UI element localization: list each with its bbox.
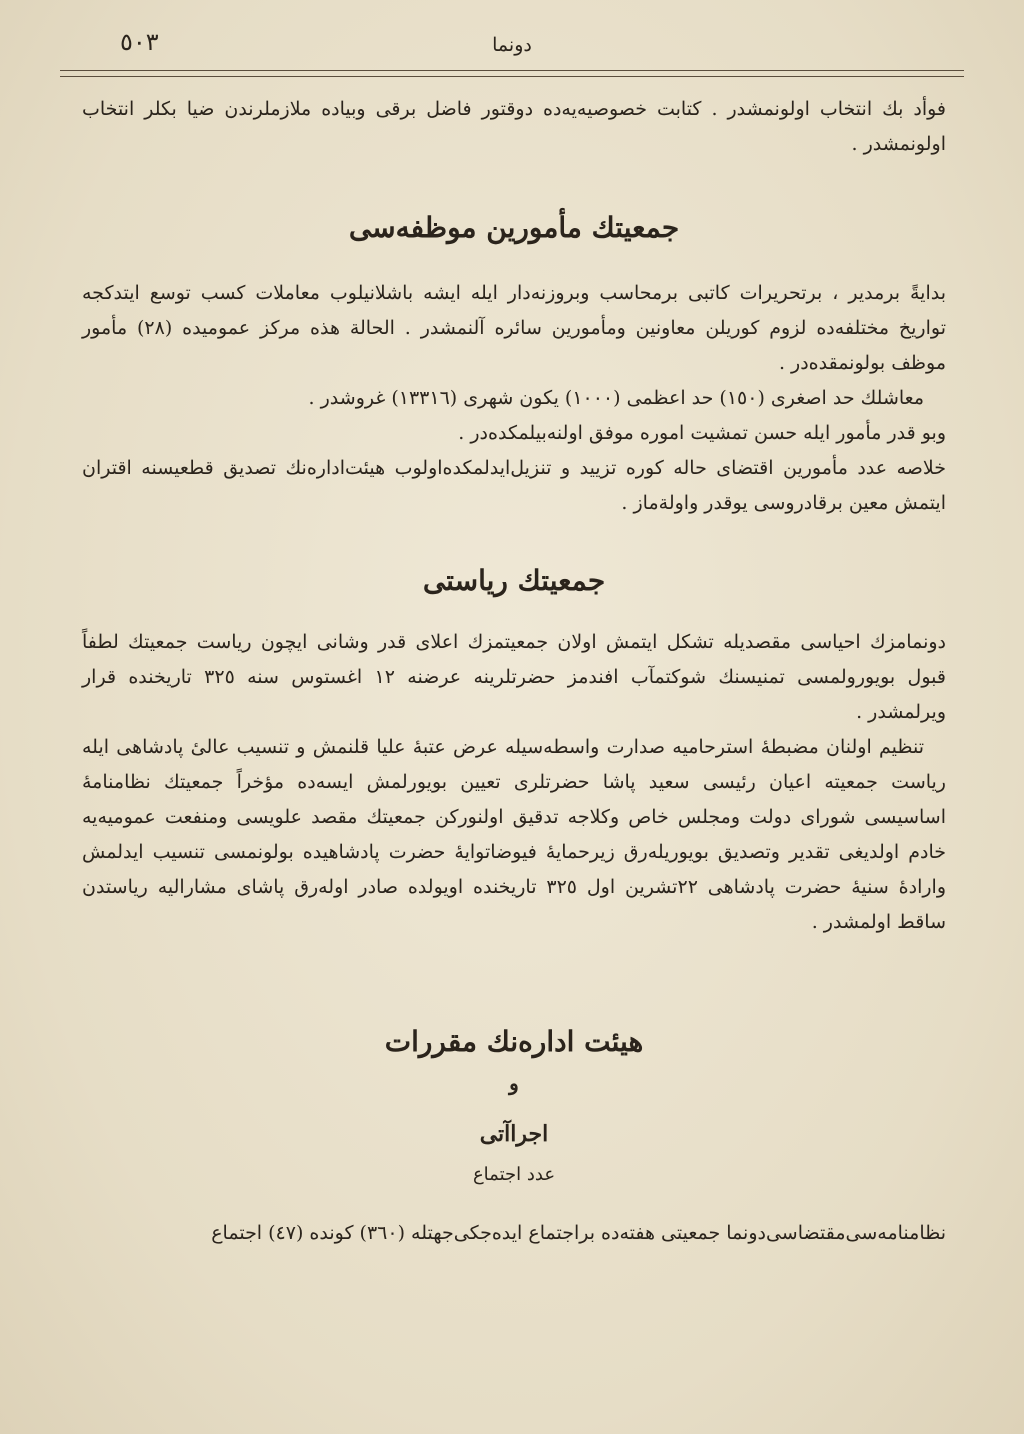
paragraph-meetings: نظامنامه‌سی‌مقتضاسی‌دونما جمعيتی هفته‌ده براجتماع ايده‌جكی‌جهتله (٣٦٠) كونده (٤٧) اجتماع <box>211 1222 946 1244</box>
paragraph-staff-1: بدايةً برمدير ، برتحريرات كاتبی برمحاسب وبروزنه‌دار ايله ايشه باشلانيلوب معاملات كسب توسع ايتدكجه تواريخ مختلفه‌ده لزوم كوريلن معاونين ومأمورين سائره آلنمشدر . الحالة هذه مركز عموميده (٢٨) مأمور موظف بولونمقده‌در . <box>82 282 946 374</box>
subheading-proceedings: اجراآتی <box>479 1121 549 1147</box>
paragraph-staff-2: معاشلك حد اصغری (١٥٠) حد اعظمی (١٠٠٠) يكون شهری (١٣٣١٦) غروشدر . <box>308 387 924 409</box>
paragraph-staff-3: وبو قدر مأمور ايله حسن تمشيت اموره موفق اولنه‌بيلمكده‌در . <box>458 422 946 444</box>
section-heading-staff: جمعيتك مأمورين موظفه‌سی <box>348 211 680 244</box>
paragraph-intro: فوأد بك انتخاب اولونمشدر . كتابت خصوصيه‌يه‌ده دوقتور فاضل برقی وبياده ملازملرندن ضيا بكلر انتخاب اولونمشدر . <box>82 98 946 155</box>
document-body <box>82 92 946 1251</box>
header-double-rule <box>60 70 964 77</box>
page-header <box>60 28 964 68</box>
conjunction-and: و <box>509 1071 519 1095</box>
page-number: ٥٠٣ <box>120 28 159 56</box>
section-heading-presidency: جمعيتك رياستی <box>422 564 606 597</box>
running-title: دونما <box>492 34 532 56</box>
paragraph-presidency-2: تنظيم اولنان مضبطهٔ استرحاميه صدارت واسطه‌سيله عرض عتبهٔ عليا قلنمش و تنسيب عالیٔ پادشاهی ايله رياست جمعيته اعيان رئيسی سعيد پاشا حضرتلری تعيين بويورلمش ايسه‌ده مؤخراً جمعيتك نظامنامهٔ اساسيسی شورای دولت ومجلس خاص وكلاجه تدقيق اولنوركن جمعيتك مقصد علويسی ومنفعت عموميه‌يه خادم اولديغی تقدير وتصديق بويوريله‌رق زيرحمايهٔ فيوضاتوايهٔ حضرت پادشاهيده بولونمسی تنسيب ايدلمش وارادهٔ سنيهٔ حضرت پادشاهی ٢٢تشرين اول ٣٢٥ تاريخنده اويولده صادر اوله‌رق پاشای مشاراليه رياستدن ساقط اولمشدر . <box>82 736 947 933</box>
paragraph-presidency-1: دونمامزك احياسی مقصديله تشكل ايتمش اولان جمعيتمزك اعلای قدر وشانی ايچون رياست جمعيتك لطفاً قبول بويورولمسی تمنيسنك شوكتمآب افندمز حضرتلرينه عرضنه ١٢ اغستوس سنه ٣٢٥ تاريخنده قرار ويرلمشدر . <box>82 631 946 723</box>
subcaption-meeting-count: عدد اجتماع <box>472 1164 556 1185</box>
section-heading-board-decisions: هيئت اداره‌نك مقررات <box>384 1025 644 1058</box>
paragraph-staff-4: خلاصه عدد مأمورين اقتضای حاله كوره تزييد و تنزيل‌ايدلمكده‌اولوب هيئت‌اداره‌نك تصديق قطعيسنه اقتران ايتمش معين برقادروسی يوقدر واولةماز . <box>82 457 946 514</box>
